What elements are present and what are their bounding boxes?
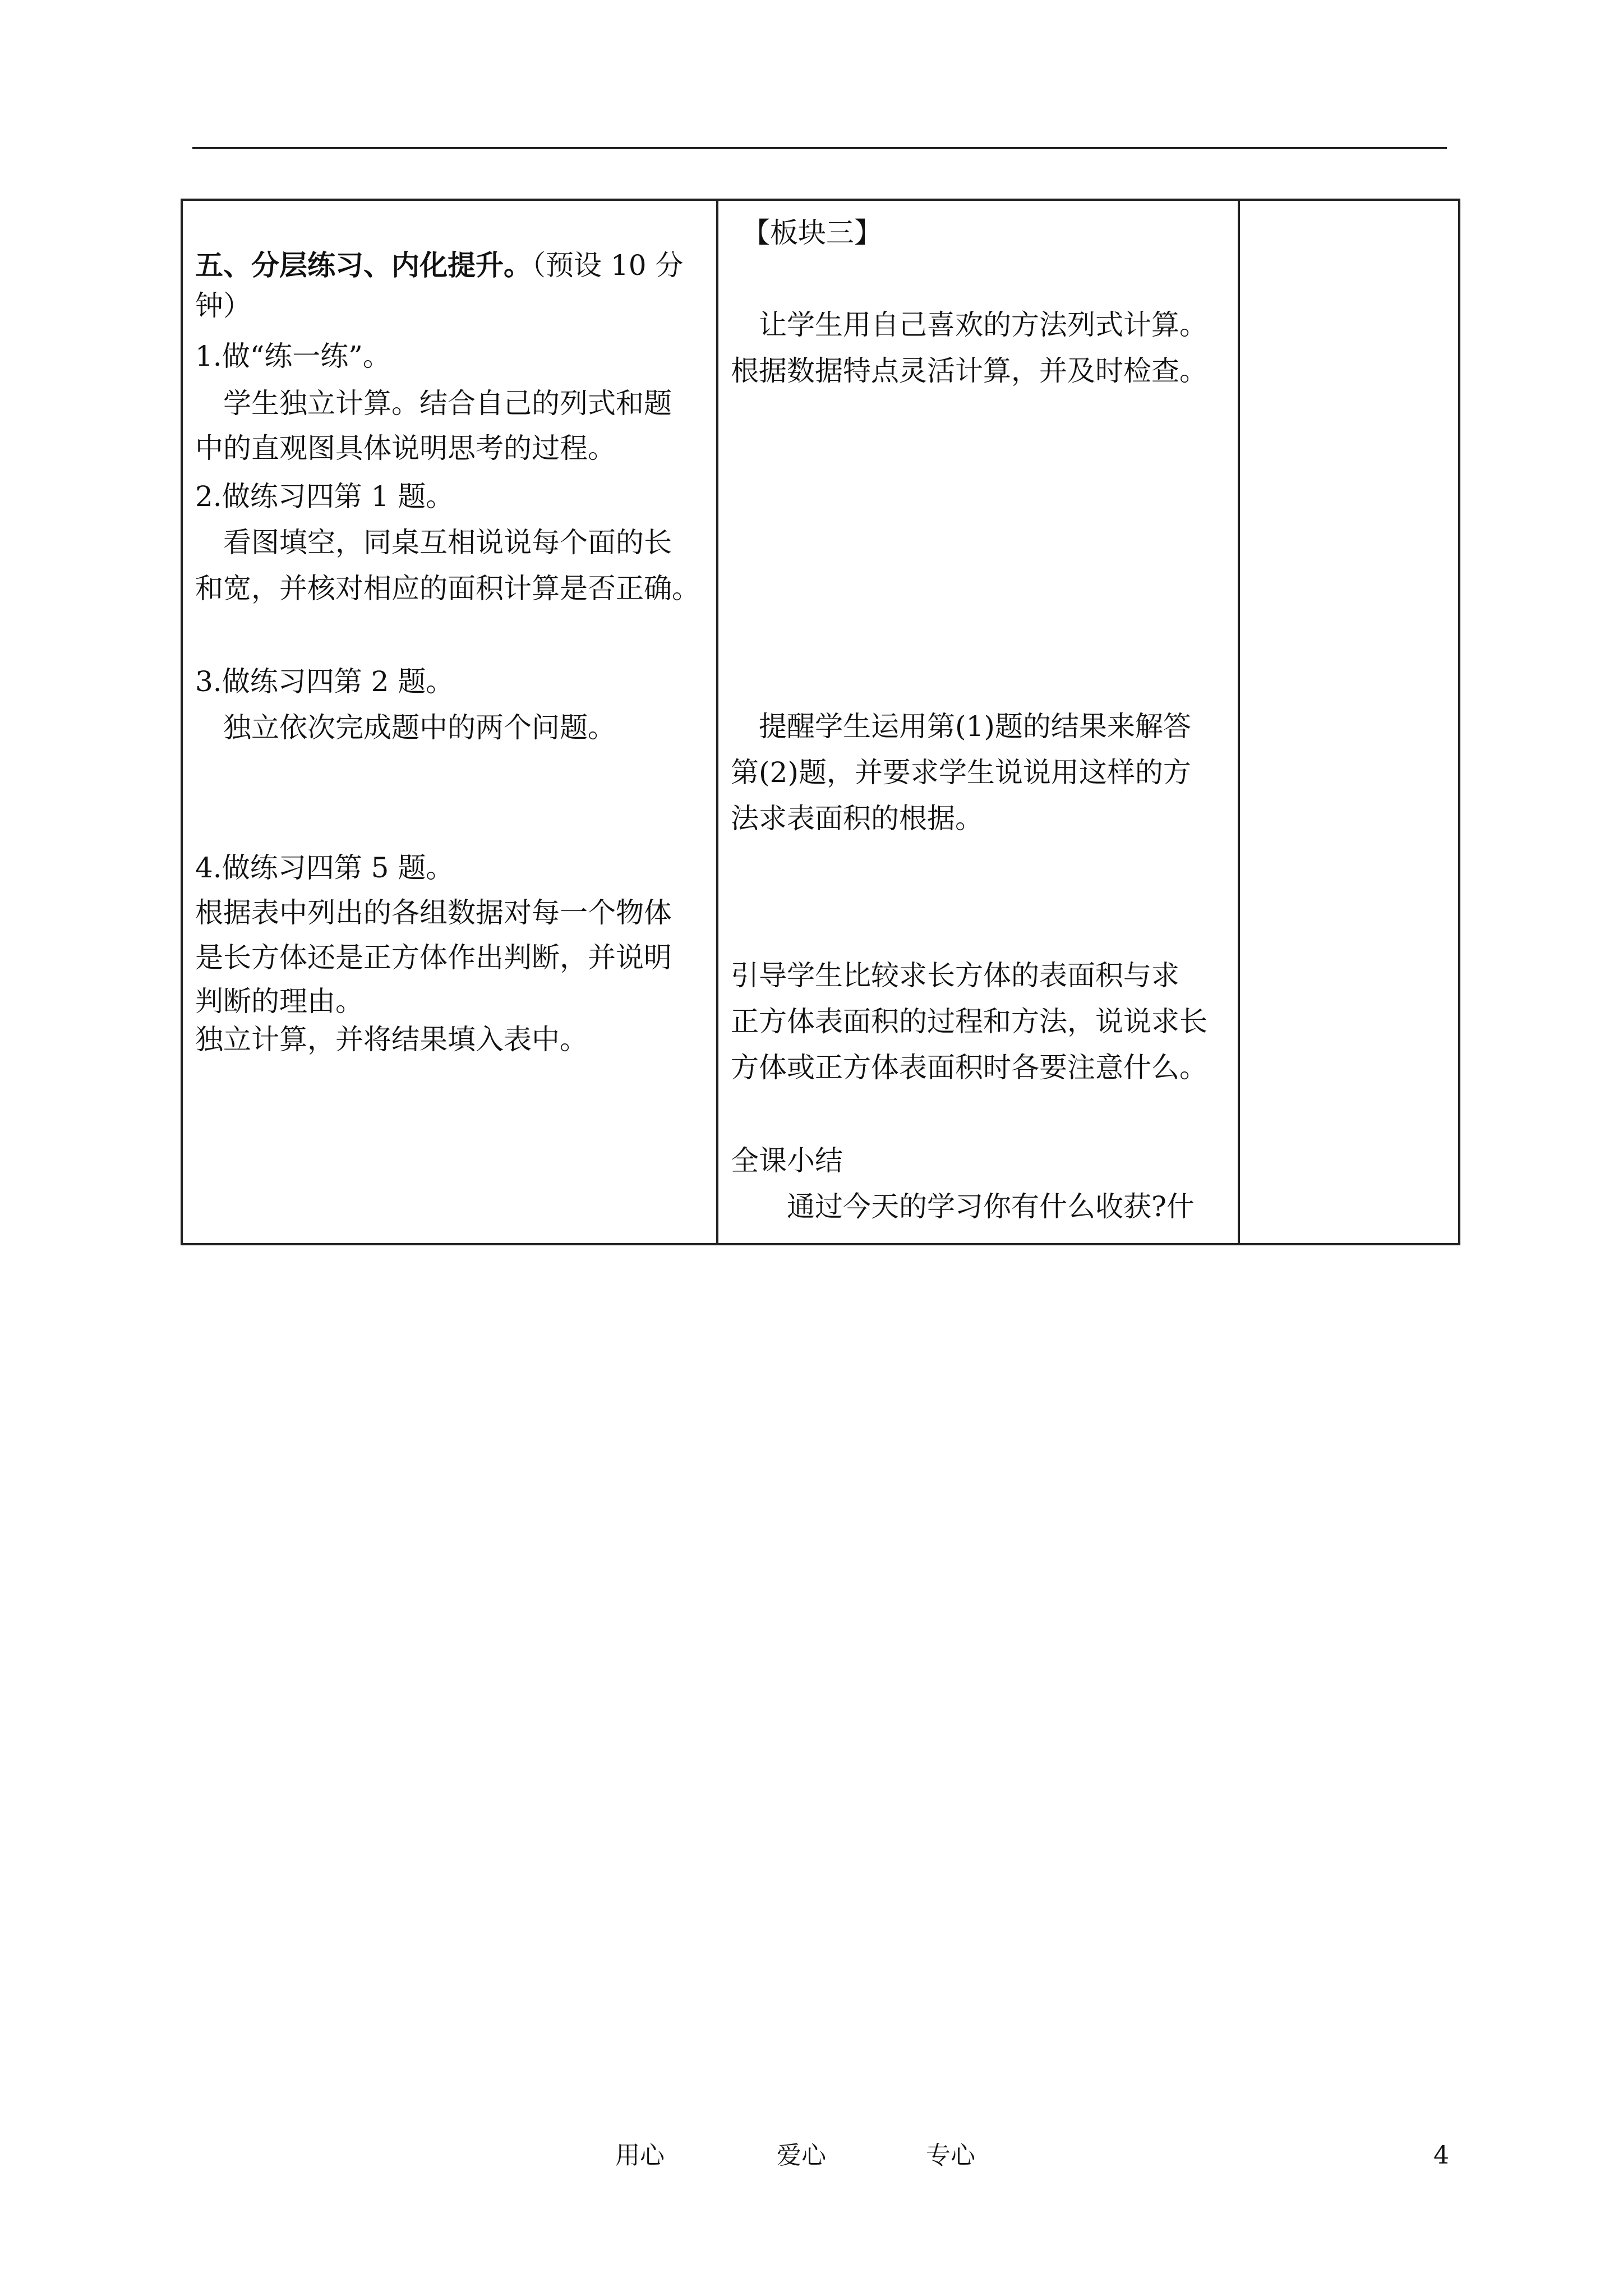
remarks-column	[1240, 201, 1458, 1243]
note1-line-2: 根据数据特点灵活计算，并及时检查。	[731, 355, 1207, 387]
item3-text-1: 独立依次完成题中的两个问题。	[223, 711, 616, 744]
summary-title: 全课小结	[731, 1144, 843, 1177]
section-time-note-cont: 钟）	[195, 289, 251, 322]
item1-text-2: 中的直观图具体说明思考的过程。	[195, 432, 616, 464]
note1-line-1: 让学生用自己喜欢的方法列式计算。	[759, 309, 1207, 341]
activity-column	[183, 201, 716, 1243]
footer-word-1: 用心	[615, 2141, 665, 2170]
note3-line-3: 方体或正方体表面积时各要注意什么。	[731, 1051, 1207, 1084]
note2-line-1: 提醒学生运用第(1)题的结果来解答	[759, 710, 1191, 743]
item2-text-2: 和宽，并核对相应的面积计算是否正确。	[195, 572, 700, 605]
item4-text-4: 独立计算，并将结果填入表中。	[195, 1023, 588, 1056]
section-title: 五、分层练习、内化提升。	[195, 249, 532, 282]
note2-line-3: 法求表面积的根据。	[731, 802, 983, 835]
header-rule	[192, 147, 1447, 149]
item3-title: 3.做练习四第 2 题。	[195, 665, 454, 698]
note2-line-2: 第(2)题，并要求学生说说用这样的方	[731, 756, 1191, 789]
section-time-note: （预设 10 分	[532, 249, 684, 282]
item1-title: 1.做“练一练”。	[195, 340, 391, 372]
note3-line-2: 正方体表面积的过程和方法，说说求长	[731, 1005, 1207, 1038]
item4-title: 4.做练习四第 5 题。	[195, 852, 454, 884]
item1-text-1: 学生独立计算。结合自己的列式和题	[223, 387, 672, 420]
item4-text-1: 根据表中列出的各组数据对每一个物体	[195, 896, 672, 929]
section-heading-line	[195, 250, 683, 281]
note3-line-1: 引导学生比较求长方体的表面积与求	[731, 959, 1179, 992]
summary-line-1: 通过今天的学习你有什么收获?什	[787, 1190, 1195, 1223]
item2-title: 2.做练习四第 1 题。	[195, 480, 454, 513]
footer-word-3: 专心	[926, 2141, 975, 2170]
item4-text-2: 是长方体还是正方体作出判断，并说明	[195, 941, 672, 974]
teaching-notes-column	[718, 201, 1238, 1243]
item4-text-3: 判断的理由。	[195, 985, 363, 1018]
block-title: 【板块三】	[742, 217, 882, 249]
footer-word-2: 爱心	[777, 2141, 826, 2170]
lesson-plan-table	[181, 199, 1460, 1245]
item2-text-1: 看图填空，同桌互相说说每个面的长	[223, 526, 672, 559]
page-number: 4	[1433, 2141, 1449, 2170]
